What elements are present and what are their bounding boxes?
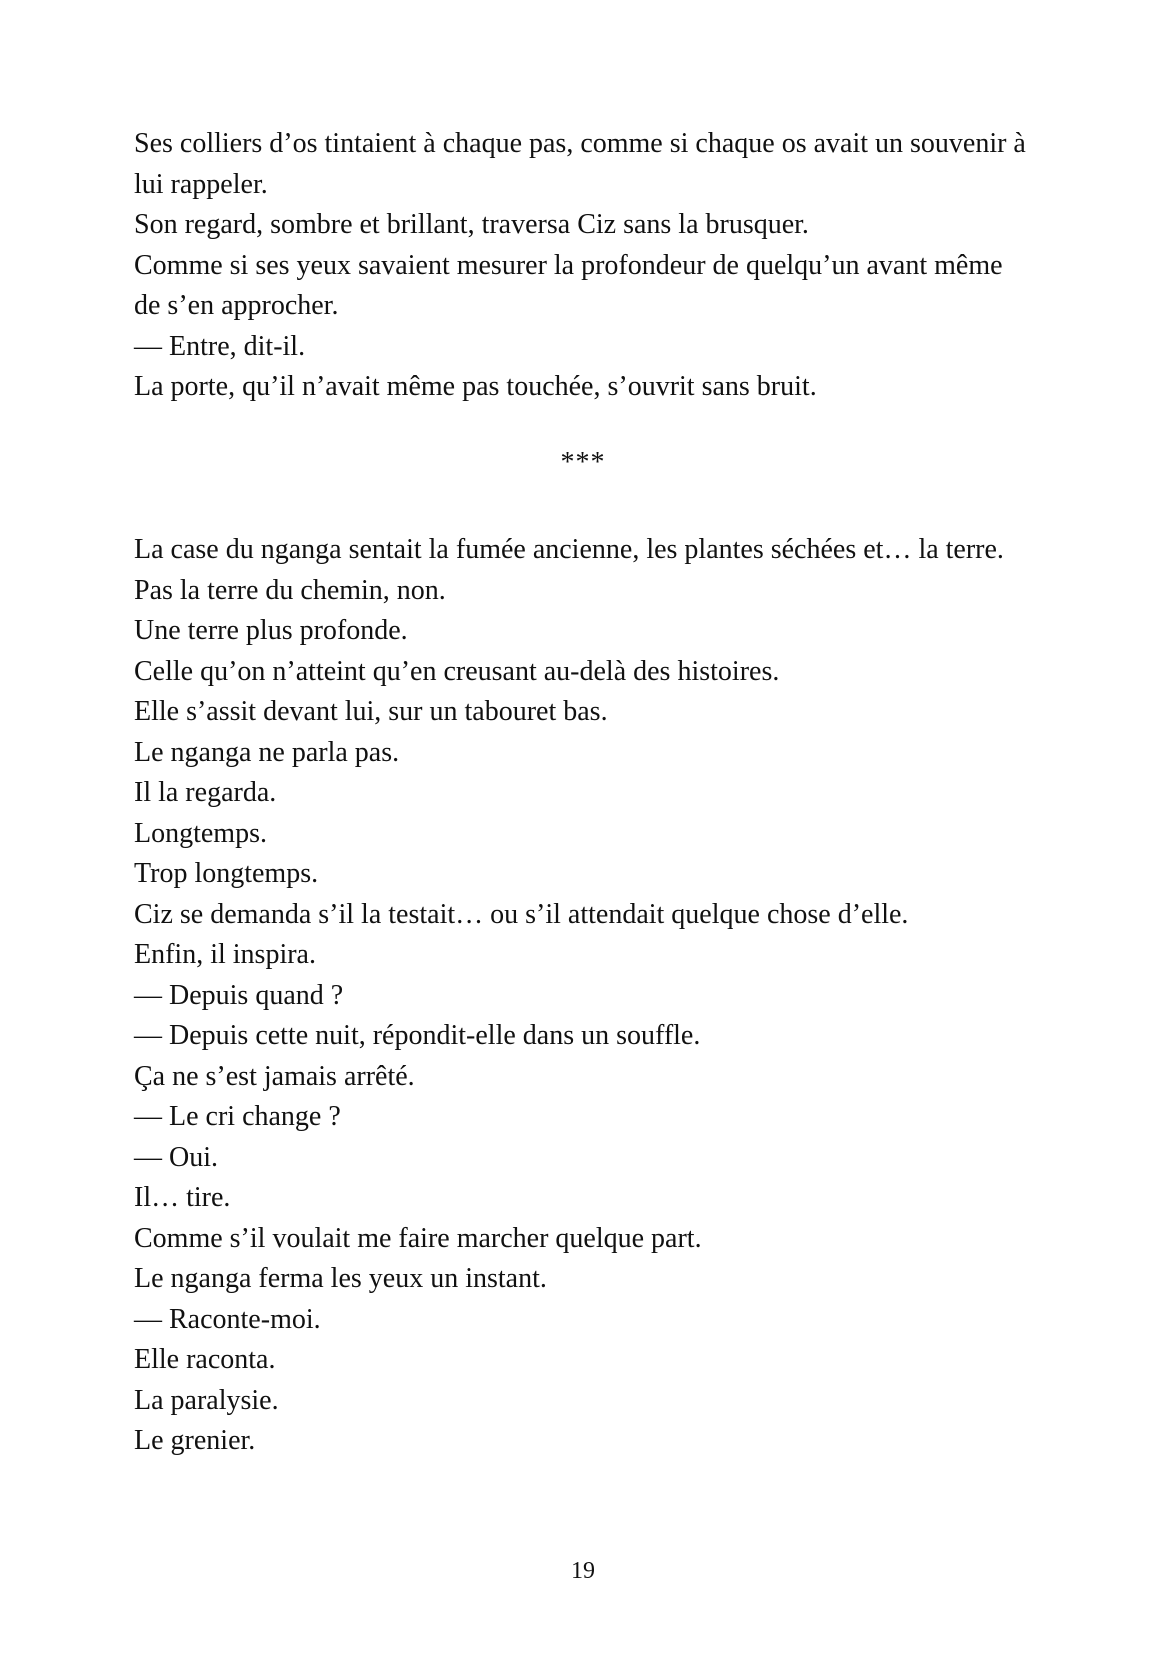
paragraph: Son regard, sombre et brillant, traversa Ciz sans la brusquer. xyxy=(134,209,809,240)
text-block-top xyxy=(134,124,1034,408)
paragraph: Comme s’il voulait me faire marcher quelque part. xyxy=(134,1222,702,1254)
paragraph: Comme si ses yeux savaient mesurer la profondeur de quelqu’un avant même de s’en approcher. xyxy=(134,249,1003,321)
paragraph: Le nganga ferma les yeux un instant. xyxy=(134,1263,547,1294)
paragraph: — Depuis cette nuit, répondit-elle dans un souffle. xyxy=(134,1020,701,1051)
paragraph: Enfin, il inspira. xyxy=(134,939,316,970)
paragraph: Ses colliers d’os tintaient à chaque pas, comme si chaque os avait un souvenir à lui rappeler. xyxy=(134,128,1026,200)
paragraph: Elle raconta. xyxy=(134,1344,276,1375)
page-number: 19 xyxy=(571,1558,595,1584)
paragraph: La porte, qu’il n’avait même pas touchée, s’ouvrit sans bruit. xyxy=(134,371,817,402)
paragraph: — Raconte-moi. xyxy=(134,1303,321,1335)
paragraph: Ça ne s’est jamais arrêté. xyxy=(134,1060,415,1092)
paragraph: — Entre, dit-il. xyxy=(134,330,306,362)
paragraph: Longtemps. xyxy=(134,817,267,849)
section-separator: *** xyxy=(560,447,606,478)
text-block-bottom xyxy=(134,530,1034,1462)
paragraph: Pas la terre du chemin, non. xyxy=(134,574,446,606)
paragraph: La case du nganga sentait la fumée ancienne, les plantes séchées et… la terre. xyxy=(134,534,1004,565)
paragraph: — Oui. xyxy=(134,1141,218,1173)
paragraph: Elle s’assit devant lui, sur un tabouret bas. xyxy=(134,696,608,727)
paragraph: — Le cri change ? xyxy=(134,1101,341,1132)
paragraph: Il la regarda. xyxy=(134,777,277,808)
paragraph: Le nganga ne parla pas. xyxy=(134,736,400,768)
paragraph: Le grenier. xyxy=(134,1425,256,1456)
paragraph: Celle qu’on n’atteint qu’en creusant au-delà des histoires. xyxy=(134,655,780,687)
paragraph: Trop longtemps. xyxy=(134,858,319,889)
paragraph: Ciz se demanda s’il la testait… ou s’il attendait quelque chose d’elle. xyxy=(134,898,909,930)
paragraph: Il… tire. xyxy=(134,1182,231,1213)
paragraph: La paralysie. xyxy=(134,1384,279,1416)
paragraph: Une terre plus profonde. xyxy=(134,615,408,646)
paragraph: — Depuis quand ? xyxy=(134,979,344,1011)
